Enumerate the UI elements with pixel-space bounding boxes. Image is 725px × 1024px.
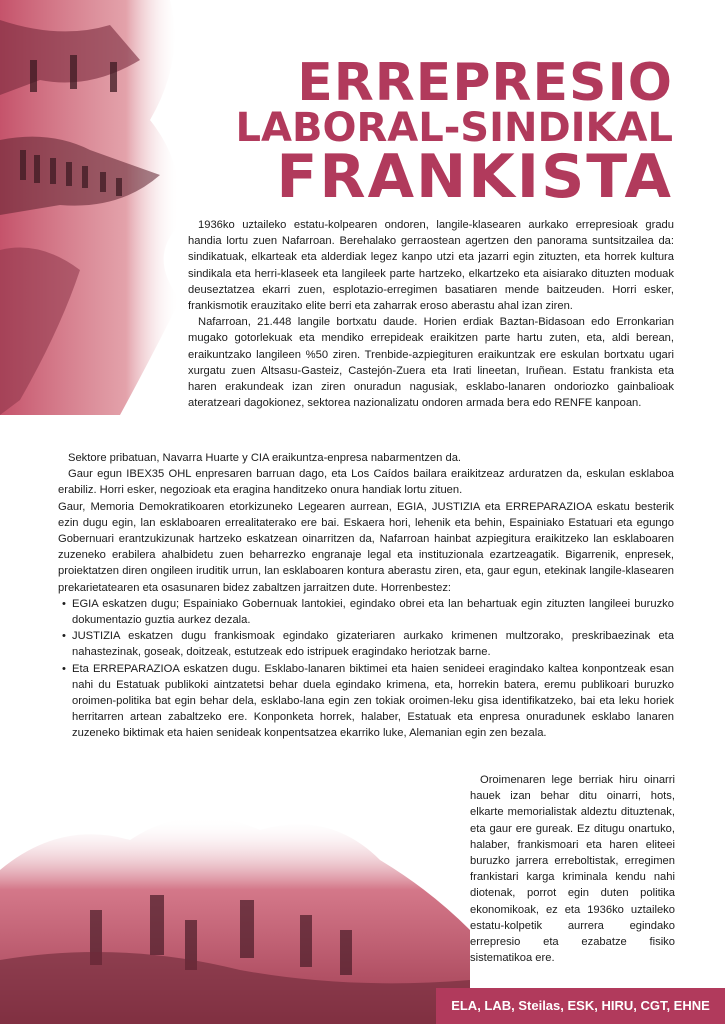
- historic-photo-top: [0, 0, 200, 415]
- historic-photo-bottom: [0, 780, 470, 1024]
- list-item: • Eta ERREPARAZIOA eskatzen dugu. Esklabo-lanaren biktimei eta haien senideei eragindako kaltea konpontzeak esan nahi du Estatuak publikoki aintzatetsi behar duela egindako krimena, eta, horrekin batera, eremu publikoari buruzko oroimen-politika bat egin behar dela, esklabo-lana egin zen tokiak oroimen-leku gisa identifikatzeko, bai eta leku horiek herritarren artean zabaltzeko ere. Konponketa horrek, halaber, Estatuak eta enpresa onuradunek esklabo lanaren zuzeneko biktimak eta haien senideak konpentsatzea ekarriko luke, Alemanian egin zen bezala.: [58, 661, 674, 742]
- closing-paragraph: Oroimenaren lege berriak hiru oinarri hauek izan behar ditu oinarri, hots, elkarte memorialistak aldeztu dituztenak, eta gaur ere gureak. Ez ditugu onartuko, halaber, frankismoari eta haren eliteei buruzko jarrera erreboltistak, erregimen frankistari karga kriminala kendu nahi diotenak, porrot egin duten politika ekonomikoak, ez eta 1936ko uztaileko estatu-kolpetik aurrera egindako errepresio eta ezabatze fisiko sistematikoa ere.: [470, 774, 675, 965]
- main-text: [58, 450, 674, 742]
- main-paragraph: Gaur egun IBEX35 OHL enpresaren barruan dago, eta Los Caídos bailara eraikitzeaz arduratzen da, eskulan esklaboa erabiliz. Horri esker, negozioak eta eragina handitzeko onura handiak lortu zituen.: [58, 468, 674, 497]
- title-line-1: ERREPRESIO: [297, 53, 673, 113]
- intro-text: [188, 217, 674, 411]
- list-item: • JUSTIZIA eskatzen dugu frankismoak egindako gizateriaren aurkako krimenen multzorako, preskribaezinak eta nahastezinak, goseak, doitzeak, estutzeak edo istripuek eragindako heriotzak barne.: [58, 628, 674, 660]
- organizations-footer: ELA, LAB, Steilas, ESK, HIRU, CGT, EHNE: [436, 988, 725, 1024]
- title-line-2: LABORAL-SINDIKAL: [235, 104, 673, 151]
- main-paragraph: Gaur, Memoria Demokratikoaren etorkizuneko Legearen aurrean, EGIA, JUSTIZIA eta ERREPARAZIOA eskatu besterik ezin dugu egin, lan esklaboaren errealitaterako ere bai. Eskaera hori, lehenik eta behin, Espainiako Estatuari eta egungo Gobernuari erantzukizunak hartzeko eskatzean oinarritzen da, Nafarroan hainbat azpiegitura eraikitzeko lan esklaboaren zuzeneko erabilera ahalbidetu zuen beharrezko engranaje legal eta instituzionala ezartzeagatik. Bigarrenik, enpresek, proiektatzen diren ongileen iruditik urrun, lan esklaboaren kontura aberastu ziren, eta, gaur egun, etekinak langile-klasearen prekarietatearen eta osasunaren bidez zabaltzen jarraitzen dute. Horrenbestez:: [58, 500, 674, 594]
- page-title: [235, 53, 673, 213]
- title-line-3: FRANKISTA: [276, 142, 673, 213]
- main-paragraph: Sektore pribatuan, Navarra Huarte y CIA eraikuntza-enpresa nabarmentzen da.: [68, 452, 462, 464]
- intro-paragraph: 1936ko uztaileko estatu-kolpearen ondoren, langile-klasearen aurkako errepresioak gradu handia lortu zuen Nafarroan. Berehalako gerraostean agertzen den panorama suntsitzailea da: sindikatuak, elkarteak eta alderdiak legez kanpo utzi eta jazarri egin zituzten, eta horrek kultura sindikala eta herri-klaseek eta langileek parte hartzeko, elkartzeko eta aisiarako dituzten moduak deuseztatzea ekarri zuen, esplotazio-erregimen basatiaren mende baitzeuden. Horri esker, frankismotik erauzitako elite berri eta zaharrak eroso aberastu ahal izan ziren.: [188, 219, 674, 313]
- demands-list: [58, 596, 674, 742]
- list-item: • EGIA eskatzen dugu; Espainiako Gobernuak lantokiei, egindako obrei eta lan behartuak egin zituzten langileei buruzko dokumentazio guztia aurkez dezala.: [58, 596, 674, 628]
- closing-text: [470, 772, 675, 966]
- intro-paragraph: Nafarroan, 21.448 langile bortxatu daude. Horien erdiak Baztan-Bidasoan edo Erronkarian mugako gotorlekuak eta mendiko errepideak eraikitzen parte hartu zuten, eta, aldi berean, eraikuntzako langileen %50 ziren. Trenbide-azpiegituren eraikuntzak ere eskulan bortxatu ugari xurgatu zuen Altsasu-Gasteiz, Castejón-Zuera eta Irati lineetan, Iruñean. Estatu frankista eta haren erakundeak izan ziren onuradun nagusiak, esklabo-lanaren ondoriozko gainbalioak ateratzeari dagokionez, sektorea nazionalizatu ondoren armada bera edo RENFE kanpoan.: [188, 316, 674, 410]
